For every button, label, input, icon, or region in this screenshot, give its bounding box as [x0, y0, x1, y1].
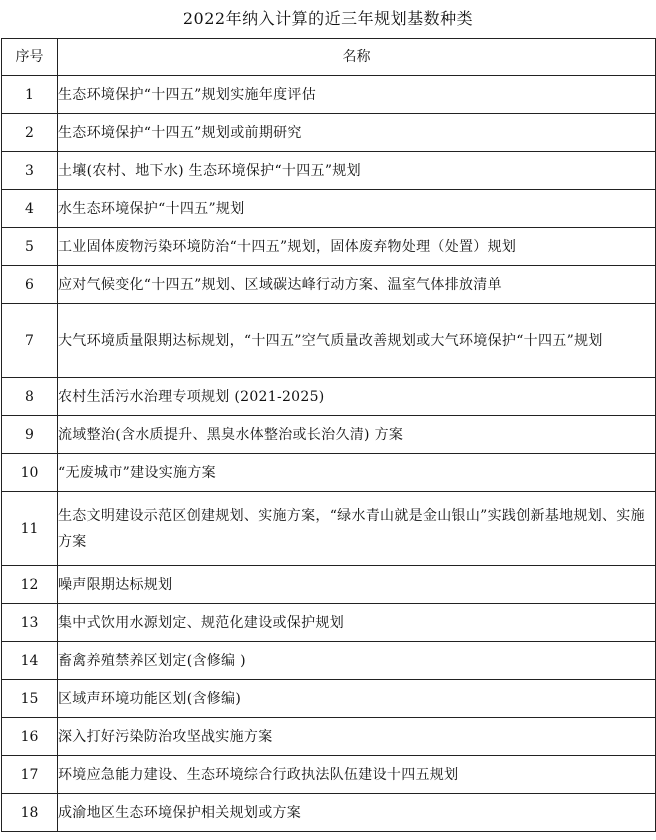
- table-row: [2, 680, 656, 718]
- column-header-no: 序号: [2, 39, 58, 76]
- row-name: 成渝地区生态环境保护相关规划或方案: [58, 794, 656, 832]
- column-header-name: 名称: [58, 39, 656, 76]
- table-row: [2, 378, 656, 416]
- table-body: [2, 76, 656, 832]
- row-name: 生态环境保护“十四五”规划或前期研究: [58, 114, 656, 152]
- table-row: [2, 642, 656, 680]
- table-row: [2, 454, 656, 492]
- row-name: 工业固体废物污染环境防治“十四五”规划，固体废弃物处理（处置）规划: [58, 228, 656, 266]
- planning-types-table: [1, 38, 656, 832]
- row-name: 深入打好污染防治攻坚战实施方案: [58, 718, 656, 756]
- row-name: 流域整治(含水质提升、黑臭水体整治或长治久清) 方案: [58, 416, 656, 454]
- table-row: [2, 756, 656, 794]
- table-row: [2, 114, 656, 152]
- row-name: 土壤(农村、地下水) 生态环境保护“十四五”规划: [58, 152, 656, 190]
- row-name: 生态文明建设示范区创建规划、实施方案，“绿水青山就是金山银山”实践创新基地规划、实施方案: [58, 492, 656, 566]
- table-row: [2, 152, 656, 190]
- row-name: 畜禽养殖禁养区划定(含修编 ): [58, 642, 656, 680]
- row-number: 9: [2, 416, 58, 454]
- row-number: 11: [2, 492, 58, 566]
- row-number: 1: [2, 76, 58, 114]
- row-name: 大气环境质量限期达标规划，“十四五”空气质量改善规划或大气环境保护“十四五”规划: [58, 304, 656, 378]
- row-name: 生态环境保护“十四五”规划实施年度评估: [58, 76, 656, 114]
- page-title: 2022年纳入计算的近三年规划基数种类: [182, 9, 474, 28]
- table-row: [2, 566, 656, 604]
- table-row: [2, 604, 656, 642]
- row-number: 18: [2, 794, 58, 832]
- table-row: [2, 492, 656, 566]
- row-number: 6: [2, 266, 58, 304]
- row-number: 16: [2, 718, 58, 756]
- row-number: 8: [2, 378, 58, 416]
- table-row: [2, 266, 656, 304]
- row-name: 农村生活污水治理专项规划 (2021-2025): [58, 378, 656, 416]
- row-number: 2: [2, 114, 58, 152]
- row-name: 集中式饮用水源划定、规范化建设或保护规划: [58, 604, 656, 642]
- row-name: “无废城市”建设实施方案: [58, 454, 656, 492]
- row-name: 水生态环境保护“十四五”规划: [58, 190, 656, 228]
- table-row: [2, 190, 656, 228]
- row-number: 4: [2, 190, 58, 228]
- table-row: [2, 76, 656, 114]
- row-name: 环境应急能力建设、生态环境综合行政执法队伍建设十四五规划: [58, 756, 656, 794]
- row-number: 10: [2, 454, 58, 492]
- row-number: 13: [2, 604, 58, 642]
- table-row: [2, 794, 656, 832]
- row-number: 7: [2, 304, 58, 378]
- row-number: 14: [2, 642, 58, 680]
- row-number: 15: [2, 680, 58, 718]
- row-name: 应对气候变化“十四五”规划、区域碳达峰行动方案、温室气体排放清单: [58, 266, 656, 304]
- row-number: 5: [2, 228, 58, 266]
- table-row: [2, 416, 656, 454]
- table-row: [2, 304, 656, 378]
- row-name: 噪声限期达标规划: [58, 566, 656, 604]
- row-number: 3: [2, 152, 58, 190]
- row-number: 12: [2, 566, 58, 604]
- table-row: [2, 718, 656, 756]
- table-header-row: [2, 39, 656, 76]
- table-row: [2, 228, 656, 266]
- row-number: 17: [2, 756, 58, 794]
- row-name: 区域声环境功能区划(含修编): [58, 680, 656, 718]
